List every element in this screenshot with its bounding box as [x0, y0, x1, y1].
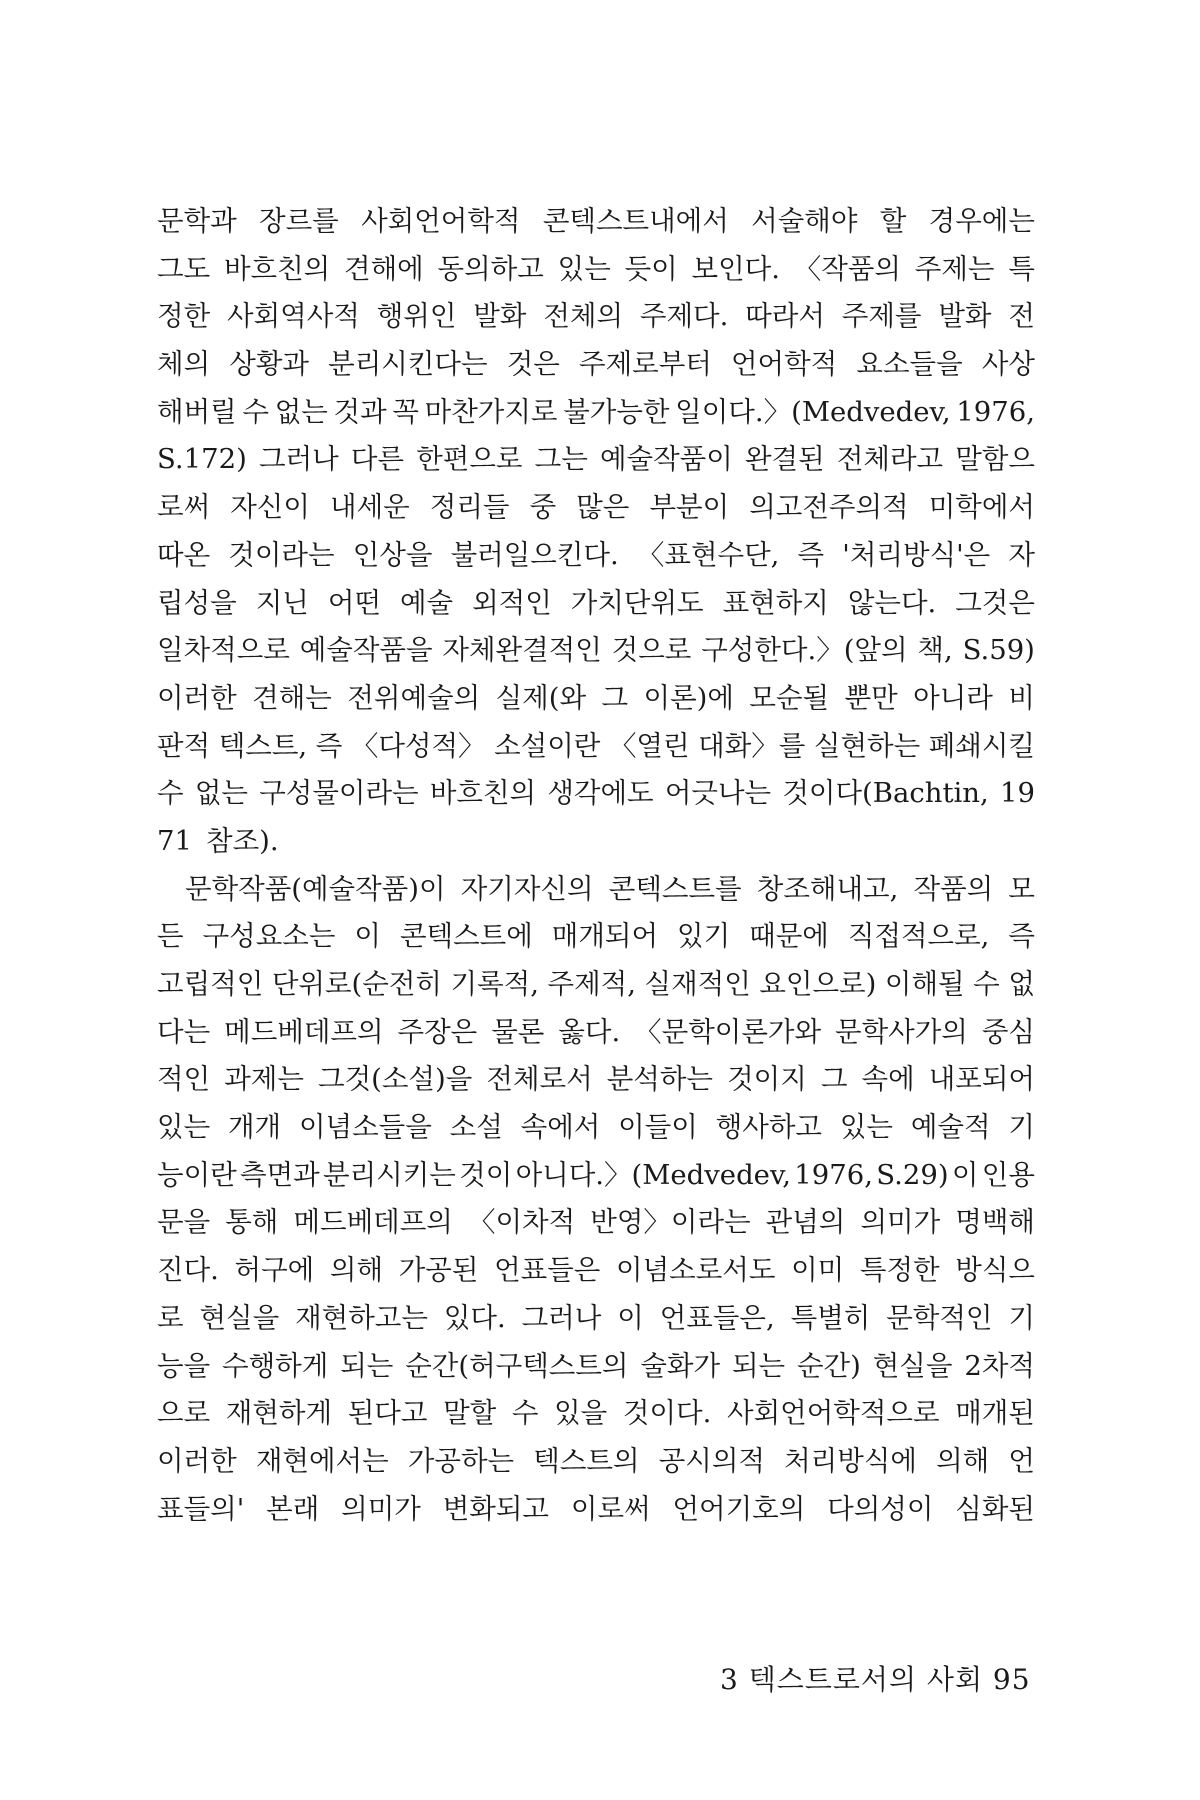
word: 콘텍스트에 — [399, 920, 533, 953]
word: 언어학적 — [730, 348, 838, 381]
text-line — [157, 961, 1035, 1009]
word: 모순될 — [749, 681, 830, 714]
text-line — [157, 1152, 1035, 1200]
word: 다른 — [350, 443, 405, 476]
word: 소설 — [449, 1111, 503, 1144]
word: 의미가 — [341, 1492, 421, 1525]
word: 분리시킨다는 — [328, 348, 488, 381]
word: 본래 — [266, 1492, 320, 1525]
word: 전체의 — [543, 300, 624, 333]
word: 허구에 — [234, 1254, 315, 1287]
word: 재현하고는 — [295, 1301, 428, 1334]
word: 언표들은 — [494, 1254, 601, 1287]
word: 자기자신의 — [460, 872, 594, 905]
text-line — [157, 913, 1035, 961]
word: 정리들 — [429, 491, 510, 524]
word: 일차적으로 — [157, 634, 290, 667]
word: 이념소들을 — [298, 1111, 432, 1144]
word: 참조). — [206, 824, 279, 857]
word: 그 — [820, 1063, 848, 1096]
word: 동의하고 — [437, 252, 544, 285]
word: 미학에서 — [928, 491, 1035, 524]
word: 문학과 — [157, 205, 237, 237]
word: 특 — [1008, 252, 1035, 285]
word: 순간) — [796, 1349, 861, 1382]
word: 사상 — [981, 348, 1035, 381]
word: 없는 — [194, 777, 248, 810]
text-line — [157, 580, 1035, 628]
word: 발화 — [473, 300, 527, 333]
word: 의고전주의적 — [749, 491, 909, 524]
word: 것이다(Bachtin, — [782, 777, 989, 810]
text-line — [157, 1199, 1035, 1247]
word: 이 — [951, 1158, 979, 1191]
text-line — [157, 532, 1035, 580]
word: 처리방식에 — [784, 1444, 917, 1477]
text-line — [157, 341, 1035, 389]
word: 재현하게 — [225, 1397, 333, 1430]
word: 상황과 — [229, 348, 309, 381]
word: 문학작품(예술작품)이 — [185, 872, 446, 905]
word: 이미 — [791, 1254, 845, 1287]
word: 꼭 — [392, 395, 419, 428]
word: 것과 — [333, 395, 387, 428]
word: 〈이차적 — [467, 1206, 576, 1239]
word: 직접적으로, — [847, 920, 990, 953]
word: 해버릴 — [157, 395, 237, 428]
word: 외적인 — [472, 586, 552, 619]
word: 이러한 — [157, 681, 237, 714]
word: 아니다.〉(Medvedev, — [515, 1158, 791, 1191]
word: 〈작품의 — [793, 252, 901, 285]
text-line — [157, 866, 1035, 914]
text-line — [157, 1486, 1035, 1534]
word: 특정한 — [859, 1254, 940, 1287]
text-line — [157, 627, 1035, 675]
word: 로써 — [157, 491, 211, 524]
word: 장르를 — [259, 205, 339, 237]
word: 문학적인 — [886, 1301, 993, 1334]
word: 없는 — [274, 395, 328, 428]
word: 1976, — [794, 1158, 873, 1191]
word: 속에 — [861, 1063, 915, 1096]
word: 주제적, — [547, 968, 636, 1000]
text-line — [157, 770, 1035, 818]
word: 있을 — [554, 1397, 608, 1430]
page-number: 95 — [992, 1663, 1031, 1696]
word: 실제(와 — [495, 681, 587, 714]
word: 따라서 — [745, 300, 825, 333]
word: 있는 — [839, 1111, 893, 1144]
word: 표현하지 — [722, 586, 829, 619]
text-line — [157, 293, 1035, 341]
word: 그러나 — [259, 443, 339, 476]
word: 진다. — [157, 1254, 219, 1287]
text-line — [157, 1104, 1035, 1152]
word: 것으로 — [611, 634, 692, 667]
text-line — [157, 1056, 1035, 1104]
word: 그것은 — [955, 586, 1035, 619]
word: S.59) — [962, 634, 1035, 667]
word: 고립적인 — [157, 968, 264, 1000]
word: 행사하고 — [715, 1111, 822, 1144]
word: 그는 — [534, 443, 588, 476]
word: 속에서 — [520, 1111, 601, 1144]
word: 듯이 — [624, 252, 678, 285]
word: 수행하게 — [222, 1349, 329, 1382]
word: 바흐친의 — [223, 252, 331, 285]
word: 않는다. — [847, 586, 937, 619]
word: 다는 — [157, 1015, 211, 1048]
word: 실현하는 — [813, 729, 921, 762]
word: 콘텍스트내에서 — [542, 205, 729, 237]
word: 중 — [529, 491, 557, 524]
word: 의해 — [936, 1444, 990, 1477]
text-line — [157, 389, 1035, 437]
word: 이해될 — [884, 968, 965, 1000]
word: 그도 — [157, 252, 211, 285]
word: 있는 — [557, 252, 611, 285]
word: 공시의적 — [658, 1444, 765, 1477]
word: 판적 — [157, 729, 211, 762]
word: 창조해내고, — [756, 872, 899, 905]
word: 것이 — [459, 1158, 513, 1191]
word: 수 — [242, 395, 269, 428]
word: 때문에 — [749, 920, 829, 953]
word: 매개된 — [955, 1397, 1035, 1430]
word: 〈다성적〉 — [350, 729, 486, 762]
word: 견해에 — [344, 252, 424, 285]
word: 주제는 — [914, 252, 995, 285]
text-line — [157, 1438, 1035, 1486]
word: 특별히 — [790, 1301, 871, 1334]
word: 적인 — [157, 1063, 211, 1096]
word: 문을 — [157, 1206, 211, 1239]
word: 즉 — [797, 538, 825, 571]
word: 것은 — [506, 348, 560, 381]
word: 생각에도 — [547, 777, 654, 810]
word: 명백해 — [955, 1206, 1035, 1239]
word: 텍스트의 — [533, 1444, 640, 1477]
word: 자체완결적인 — [442, 634, 602, 667]
word: 물론 — [491, 1015, 545, 1048]
word: 언 — [1008, 1444, 1035, 1477]
word: 내포되어 — [928, 1063, 1035, 1096]
word: 한편으로 — [416, 443, 523, 476]
word: 사회역사적 — [227, 300, 360, 333]
word: 예술작품을 — [299, 634, 433, 667]
word: 의미가 — [860, 1206, 941, 1239]
word: 보인다. — [691, 252, 780, 285]
word: 내세운 — [330, 491, 410, 524]
text-line — [157, 818, 1035, 866]
running-head: 3 텍스트로서의 사회 — [720, 1663, 984, 1696]
text-line — [157, 1295, 1035, 1343]
word: 자신이 — [230, 491, 310, 524]
text-line — [157, 436, 1035, 484]
word: 어떤 — [327, 586, 381, 619]
word: 주장은 — [397, 1015, 478, 1048]
word: 분석하는 — [606, 1063, 713, 1096]
word: 반영〉이라는 — [590, 1206, 751, 1239]
word: 요소들을 — [856, 348, 963, 381]
word: 으로 — [157, 1397, 211, 1430]
word: 로 — [157, 1301, 184, 1334]
word: 기 — [1008, 1111, 1035, 1144]
word: 즉 — [315, 729, 343, 762]
word: 것이지 — [727, 1063, 807, 1096]
word: 현실을 — [199, 1301, 280, 1334]
word: 요인으로) — [759, 968, 877, 1000]
word: 비 — [1008, 681, 1035, 714]
word: 불가능한 — [563, 395, 670, 428]
word: 불러일으킨다. — [450, 538, 619, 571]
word: 기록적, — [450, 968, 539, 1000]
page-footer — [720, 1658, 1031, 1698]
word: 이러한 — [157, 1444, 237, 1477]
word: 콘텍스트를 — [608, 872, 742, 905]
word: 단위로(순전히 — [271, 968, 442, 1000]
word: S.172) — [157, 443, 247, 476]
word: 가치단위도 — [570, 586, 704, 619]
word: 책, — [917, 634, 953, 667]
word: 변화되고 — [442, 1492, 549, 1525]
word: 폐쇄시킬 — [928, 729, 1035, 762]
word: '처리방식'은 — [842, 538, 991, 571]
word: 구성한다.〉(앞의 — [701, 634, 908, 667]
word: 말할 — [443, 1397, 497, 1430]
word: 립성을 — [157, 586, 237, 619]
word: 관념의 — [765, 1206, 846, 1239]
word: 메드베데프의 — [293, 1206, 453, 1239]
word: 지닌 — [255, 586, 309, 619]
word: 전체로서 — [486, 1063, 593, 1096]
text-line — [157, 1390, 1035, 1438]
word: 〈문학이론가와 — [634, 1015, 822, 1048]
word: 전체라고 — [836, 443, 944, 476]
word: 없 — [1008, 968, 1035, 1000]
word: 문학사가의 — [835, 1015, 968, 1048]
word: 기 — [1008, 1301, 1035, 1334]
word: 분리시키는 — [323, 1158, 456, 1191]
word: 술화가 — [640, 1349, 721, 1382]
word: 이 — [617, 1301, 644, 1334]
word: 순간(허구텍스트의 — [405, 1349, 629, 1382]
word: 71 — [157, 824, 192, 857]
text-line — [157, 675, 1035, 723]
word: 체의 — [157, 348, 211, 381]
word: 가공하는 — [407, 1444, 515, 1477]
word: 바흐친의 — [429, 777, 537, 810]
word: 이들이 — [618, 1111, 698, 1144]
word: 전 — [1008, 300, 1035, 333]
word: 옳다. — [558, 1015, 621, 1048]
word: 예술작품이 — [599, 443, 733, 476]
word: 사회언어학적 — [361, 205, 521, 237]
word: 많은 — [576, 491, 630, 524]
word: 예술 — [399, 586, 454, 619]
word: 이론)에 — [643, 681, 734, 714]
word: 것이다. — [622, 1397, 712, 1430]
word: 예술적 — [910, 1111, 991, 1144]
word: 견해는 — [252, 681, 332, 714]
word: 재현에서는 — [255, 1444, 389, 1477]
text-line — [157, 484, 1035, 532]
word: 언어기호의 — [672, 1492, 806, 1525]
word: 수 — [511, 1397, 539, 1430]
word: 든 — [157, 920, 184, 953]
word: S.29) — [876, 1158, 949, 1191]
word: 사회언어학적으로 — [727, 1397, 940, 1430]
word: 구성물이라는 — [259, 777, 419, 810]
word: 인용 — [981, 1158, 1035, 1191]
body-text — [157, 198, 1035, 1533]
text-line — [157, 198, 1035, 246]
word: 전위예술의 — [347, 681, 481, 714]
word: 〈열린 — [608, 729, 690, 762]
word: 방식으 — [955, 1254, 1035, 1287]
word: 있는 — [157, 1111, 211, 1144]
word: 되는 — [731, 1349, 786, 1382]
word: 소설이란 — [494, 729, 601, 762]
word: 되는 — [340, 1349, 394, 1382]
word: 수 — [157, 777, 184, 810]
word: 마찬가지로 — [424, 395, 558, 428]
word: 그것(소설)을 — [318, 1063, 473, 1096]
word: 있기 — [677, 920, 731, 953]
word: 19 — [1000, 777, 1035, 810]
word: 능이란 — [157, 1158, 237, 1191]
word: 아니라 — [913, 681, 993, 714]
word: 측면과 — [240, 1158, 320, 1191]
word: 능을 — [157, 1349, 211, 1382]
word: 모 — [1008, 872, 1035, 905]
word: 주제를 — [841, 300, 922, 333]
word: 이념소로서도 — [616, 1254, 776, 1287]
word: 그러나 — [521, 1301, 602, 1334]
word: 그 — [601, 681, 629, 714]
text-line — [157, 1009, 1035, 1057]
word: 정한 — [157, 300, 211, 333]
word: 작품의 — [913, 872, 994, 905]
word: 심화된 — [955, 1492, 1035, 1525]
word: 의해 — [329, 1254, 384, 1287]
word: 이 — [354, 920, 381, 953]
word: 〈표현수단, — [636, 538, 780, 571]
word: 발화 — [938, 300, 992, 333]
word: 있다. — [443, 1301, 506, 1334]
word: 표들의' — [157, 1492, 245, 1525]
word: 서술해야 — [751, 205, 858, 237]
word: 구성요소는 — [202, 920, 336, 953]
word: 말함으 — [955, 443, 1035, 476]
word: 수 — [973, 968, 1000, 1000]
word: 주제로부터 — [579, 348, 712, 381]
word: 이로써 — [570, 1492, 651, 1525]
word: 중심 — [981, 1015, 1035, 1048]
word: 것이라는 — [228, 538, 335, 571]
word: 2차적 — [964, 1349, 1035, 1382]
word: 행위인 — [376, 300, 457, 333]
word: 언표들은, — [659, 1301, 775, 1334]
word: 된다고 — [347, 1397, 428, 1430]
text-line — [157, 723, 1035, 771]
word: 자 — [1008, 538, 1035, 571]
text-line — [157, 1343, 1035, 1391]
word: 대화〉를 — [698, 729, 806, 762]
word: 즉 — [1008, 920, 1035, 953]
word: 가공된 — [398, 1254, 479, 1287]
word: 뿐만 — [844, 681, 898, 714]
word: 부분이 — [649, 491, 730, 524]
word: 과제는 — [224, 1063, 304, 1096]
word: 어긋나는 — [664, 777, 772, 810]
word: 주제다. — [639, 300, 729, 333]
word: 현실을 — [872, 1349, 953, 1382]
word: 일이다.〉(Medvedev, — [675, 395, 951, 428]
word: 통해 — [225, 1206, 279, 1239]
word: 인상을 — [352, 538, 433, 571]
word: 메드베데프의 — [224, 1015, 384, 1048]
word: 매개되어 — [551, 920, 659, 953]
word: 1976, — [956, 395, 1035, 428]
word: 따온 — [157, 538, 211, 571]
word: 완결된 — [744, 443, 825, 476]
word: 개개 — [227, 1111, 282, 1144]
text-line — [157, 1247, 1035, 1295]
word: 할 — [879, 205, 907, 237]
word: 텍스트, — [218, 729, 308, 762]
word: 실재적인 — [644, 968, 751, 1000]
text-line — [157, 246, 1035, 294]
word: 다의성이 — [827, 1492, 934, 1525]
word: 경우에는 — [928, 205, 1035, 237]
